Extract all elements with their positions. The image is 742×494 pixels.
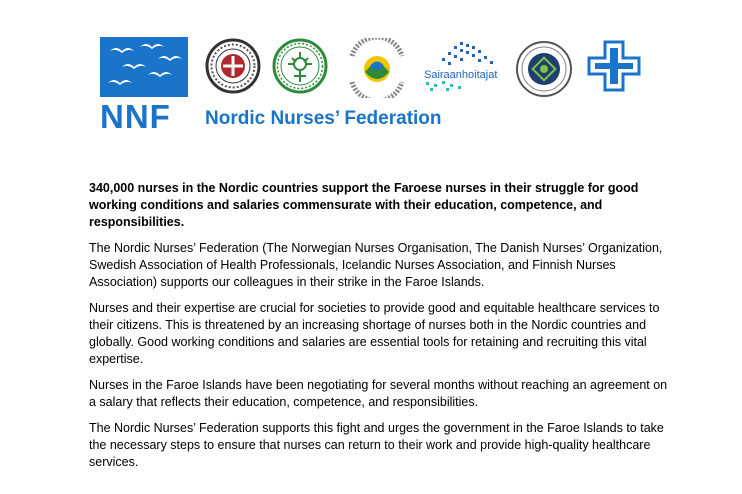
paragraph: Nurses in the Faroe Islands have been negotiating for several months without reaching an agreement on a salary that reflects their education, competence, and responsibilities. xyxy=(89,378,668,409)
paragraph: The Nordic Nurses’ Federation supports this fight and urges the government in the Faroe Islands to take the necessary steps to ensure that nurses can return to their work and provide high-quality healthcare services. xyxy=(89,421,664,469)
nnf-birds-logo xyxy=(100,37,188,97)
nnf-logo-text: NNF xyxy=(100,98,171,135)
norwegian-nurses-seal xyxy=(272,38,328,94)
sairaanhoitajat-logo xyxy=(420,40,504,92)
federation-name: Nordic Nurses’ Federation xyxy=(205,108,442,129)
icelandic-nurses-logo xyxy=(342,38,412,98)
faroese-nurses-seal xyxy=(515,40,573,98)
sairaanhoitajat-label: Sairaanhoitajat xyxy=(424,69,498,81)
paragraph: Nurses and their expertise are crucial for societies to provide good and equitable healthcare services to their citizens. This is threatened by an increasing shortage of nurses both in the Nordic countries and globally. Good working conditions and salaries are essential tools for retaining and recruiting this vital expertise. xyxy=(89,301,660,366)
lead-paragraph: 340,000 nurses in the Nordic countries support the Faroese nurses in their struggle for good working conditions and salaries commensurate with their education, competence, and responsibilities. xyxy=(89,181,639,229)
paragraph: The Nordic Nurses’ Federation (The Norwegian Nurses Organisation, The Danish Nurses’ Organization, Swedish Association of Health Professionals, Icelandic Nurses Association, and Finnish Nurses Association) supports our colleagues in their strike in the Faroe Islands. xyxy=(89,241,663,289)
danish-nurses-seal xyxy=(205,38,261,94)
article-body xyxy=(89,180,669,480)
vardforbundet-logo xyxy=(585,40,643,92)
logo-header xyxy=(0,0,742,140)
